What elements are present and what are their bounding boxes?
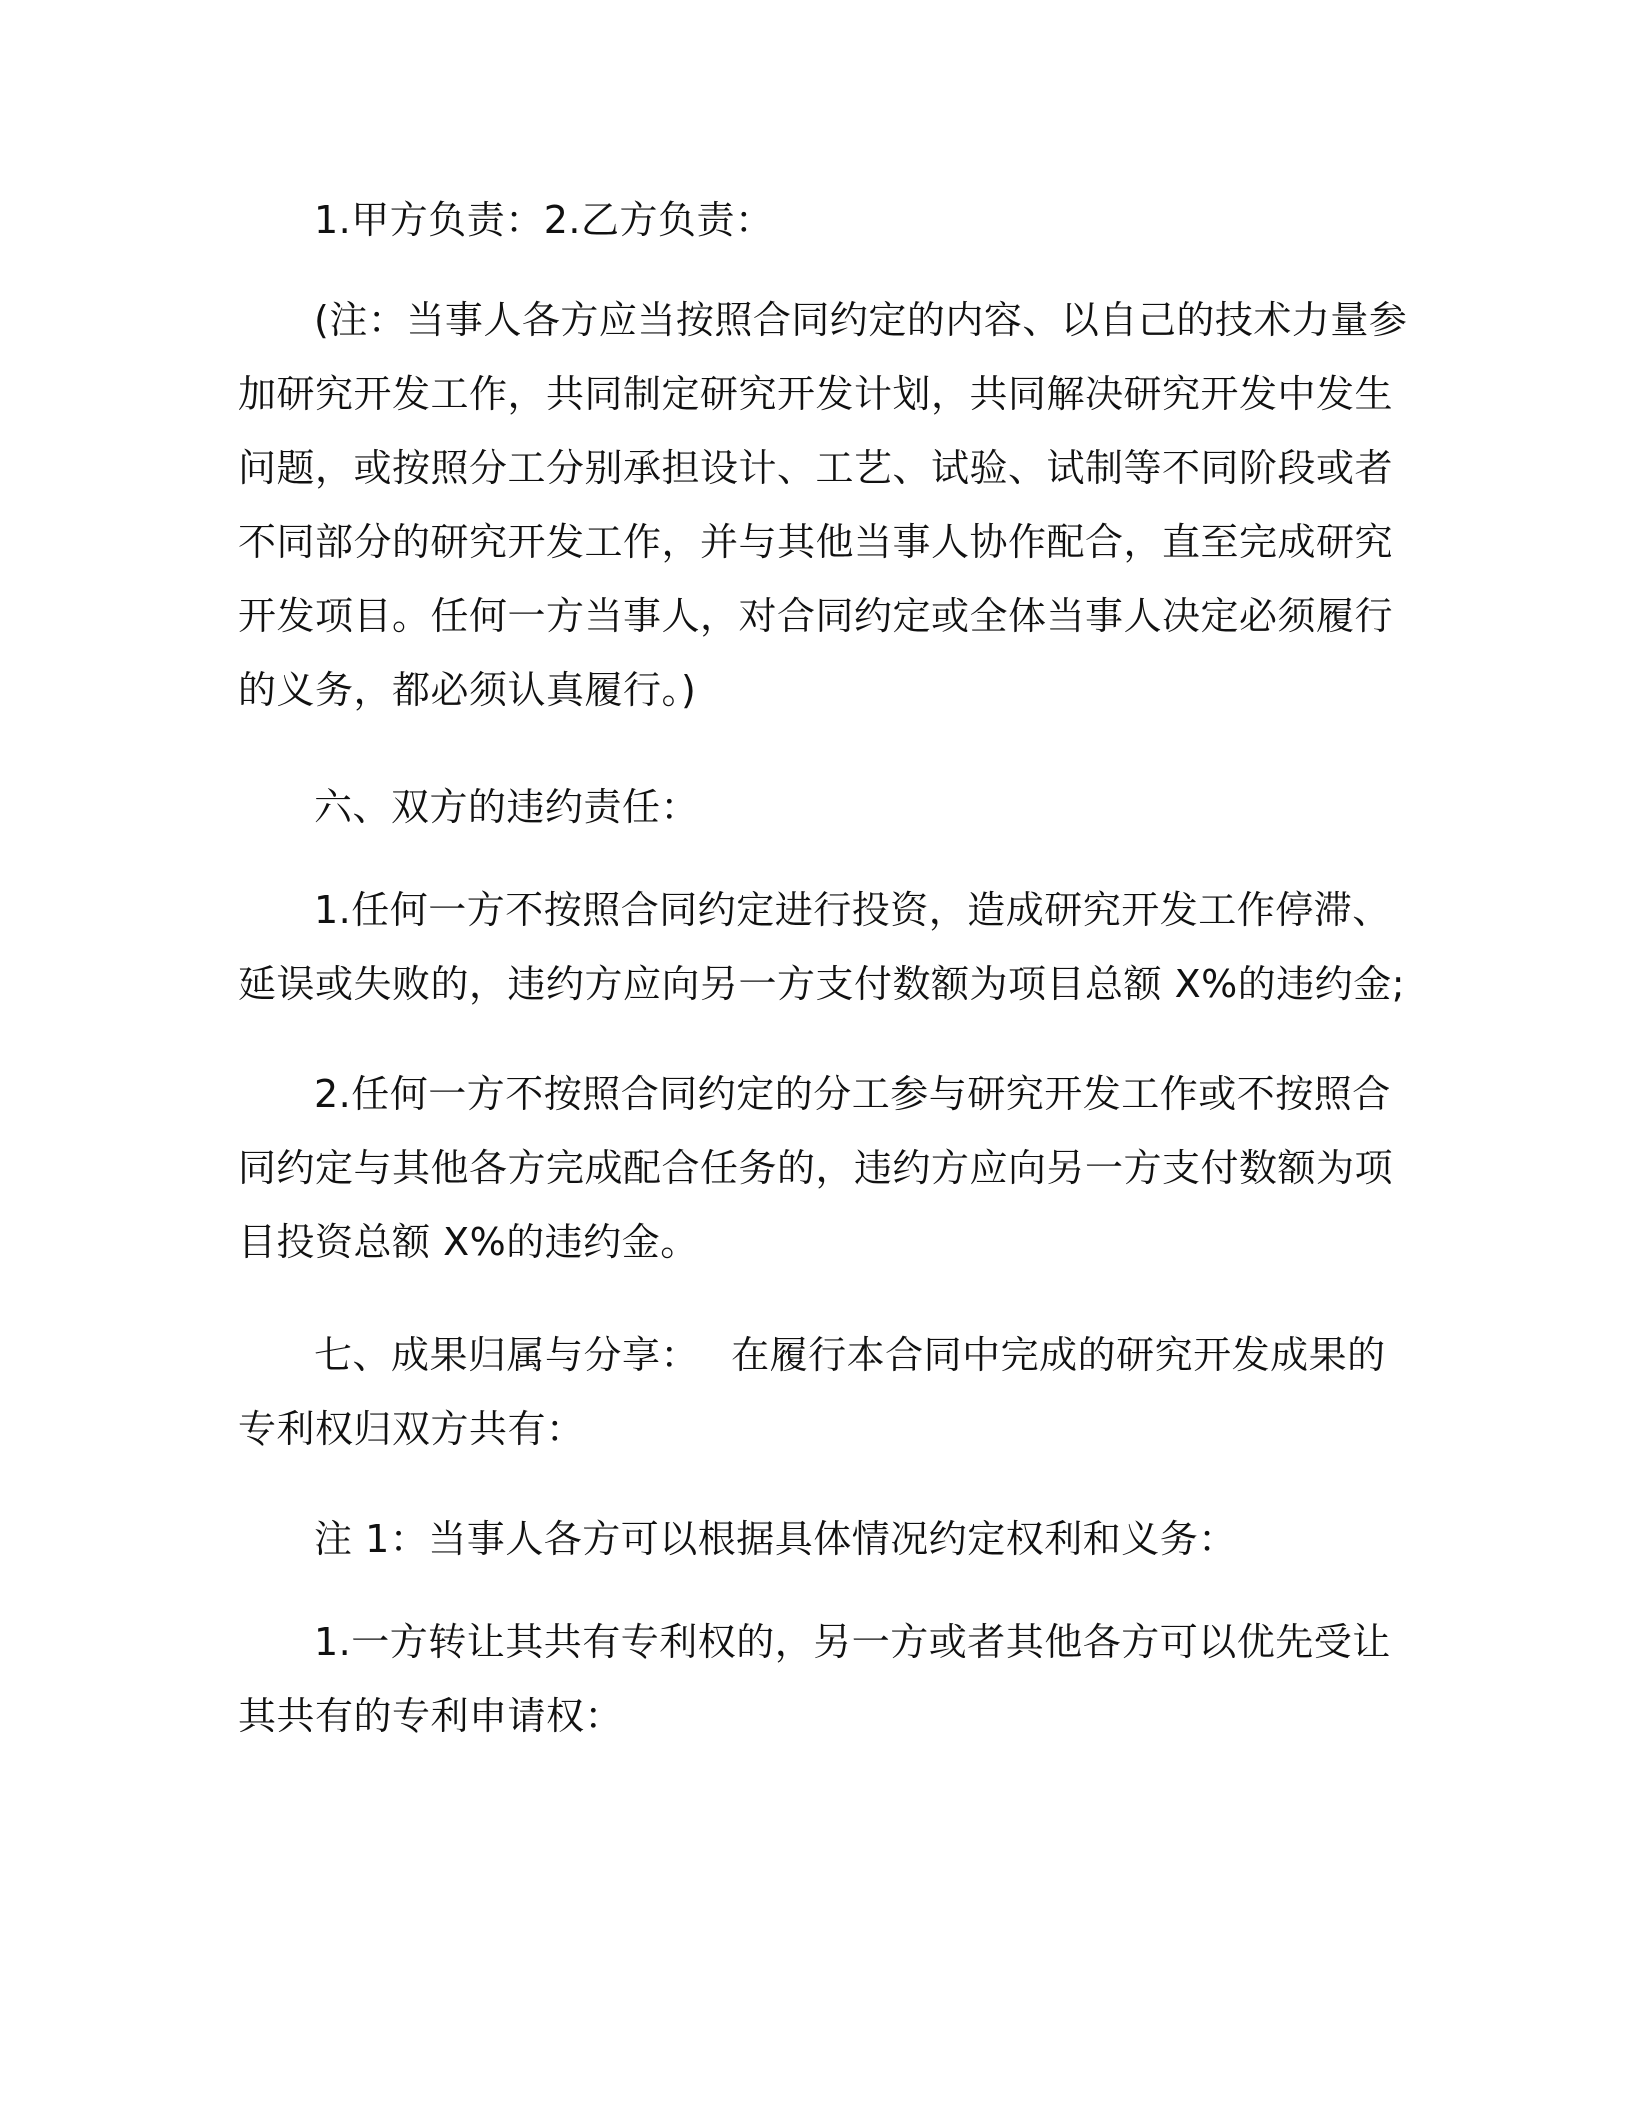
text-line: 1.任何一方不按照合同约定进行投资，造成研究开发工作停滞、: [314, 888, 1391, 932]
text-line: 问题，或按照分工分别承担设计、工艺、试验、试制等不同阶段或者: [238, 446, 1394, 490]
section-heading-breach-liability: [238, 770, 1374, 844]
text-line: 其共有的专利申请权：: [238, 1694, 624, 1738]
text-line: 2.任何一方不按照合同约定的分工参与研究开发工作或不按照合: [314, 1072, 1391, 1116]
text-line: 注 1：当事人各方可以根据具体情况约定权利和义务：: [314, 1517, 1237, 1561]
text-line: 1.一方转让其共有专利权的，另一方或者其他各方可以优先受让: [314, 1620, 1391, 1664]
text-line: 延误或失败的，违约方应向另一方支付数额为项目总额 X%的违约金;: [238, 962, 1406, 1006]
paragraph-note-1: [238, 1502, 1374, 1576]
paragraph-note-cooperation: [238, 283, 1408, 727]
paragraph-breach-investment: [238, 873, 1406, 1021]
text-line: 七、成果归属与分享： 在履行本合同中完成的研究开发成果的: [314, 1333, 1386, 1377]
paragraph-patent-transfer: [238, 1605, 1391, 1753]
text-line: 开发项目。任何一方当事人，对合同约定或全体当事人决定必须履行: [238, 594, 1394, 638]
text-line: 六、双方的违约责任：: [314, 785, 700, 829]
text-line: 专利权归双方共有：: [238, 1407, 585, 1451]
text-line: (注：当事人各方应当按照合同约定的内容、以自己的技术力量参: [314, 298, 1408, 342]
text-line: 1.甲方负责：2.乙方负责：: [314, 198, 774, 242]
text-line: 加研究开发工作，共同制定研究开发计划，共同解决研究开发中发生: [238, 372, 1394, 416]
paragraph-responsibilities: [238, 183, 1374, 257]
text-line: 目投资总额 X%的违约金。: [238, 1220, 699, 1264]
text-line: 的义务，都必须认真履行。): [238, 668, 697, 712]
section-heading-results-ownership: [238, 1318, 1386, 1466]
paragraph-breach-division-of-work: [238, 1057, 1394, 1279]
text-line: 不同部分的研究开发工作，并与其他当事人协作配合，直至完成研究: [238, 520, 1394, 564]
text-line: 同约定与其他各方完成配合任务的，违约方应向另一方支付数额为项: [238, 1146, 1394, 1190]
